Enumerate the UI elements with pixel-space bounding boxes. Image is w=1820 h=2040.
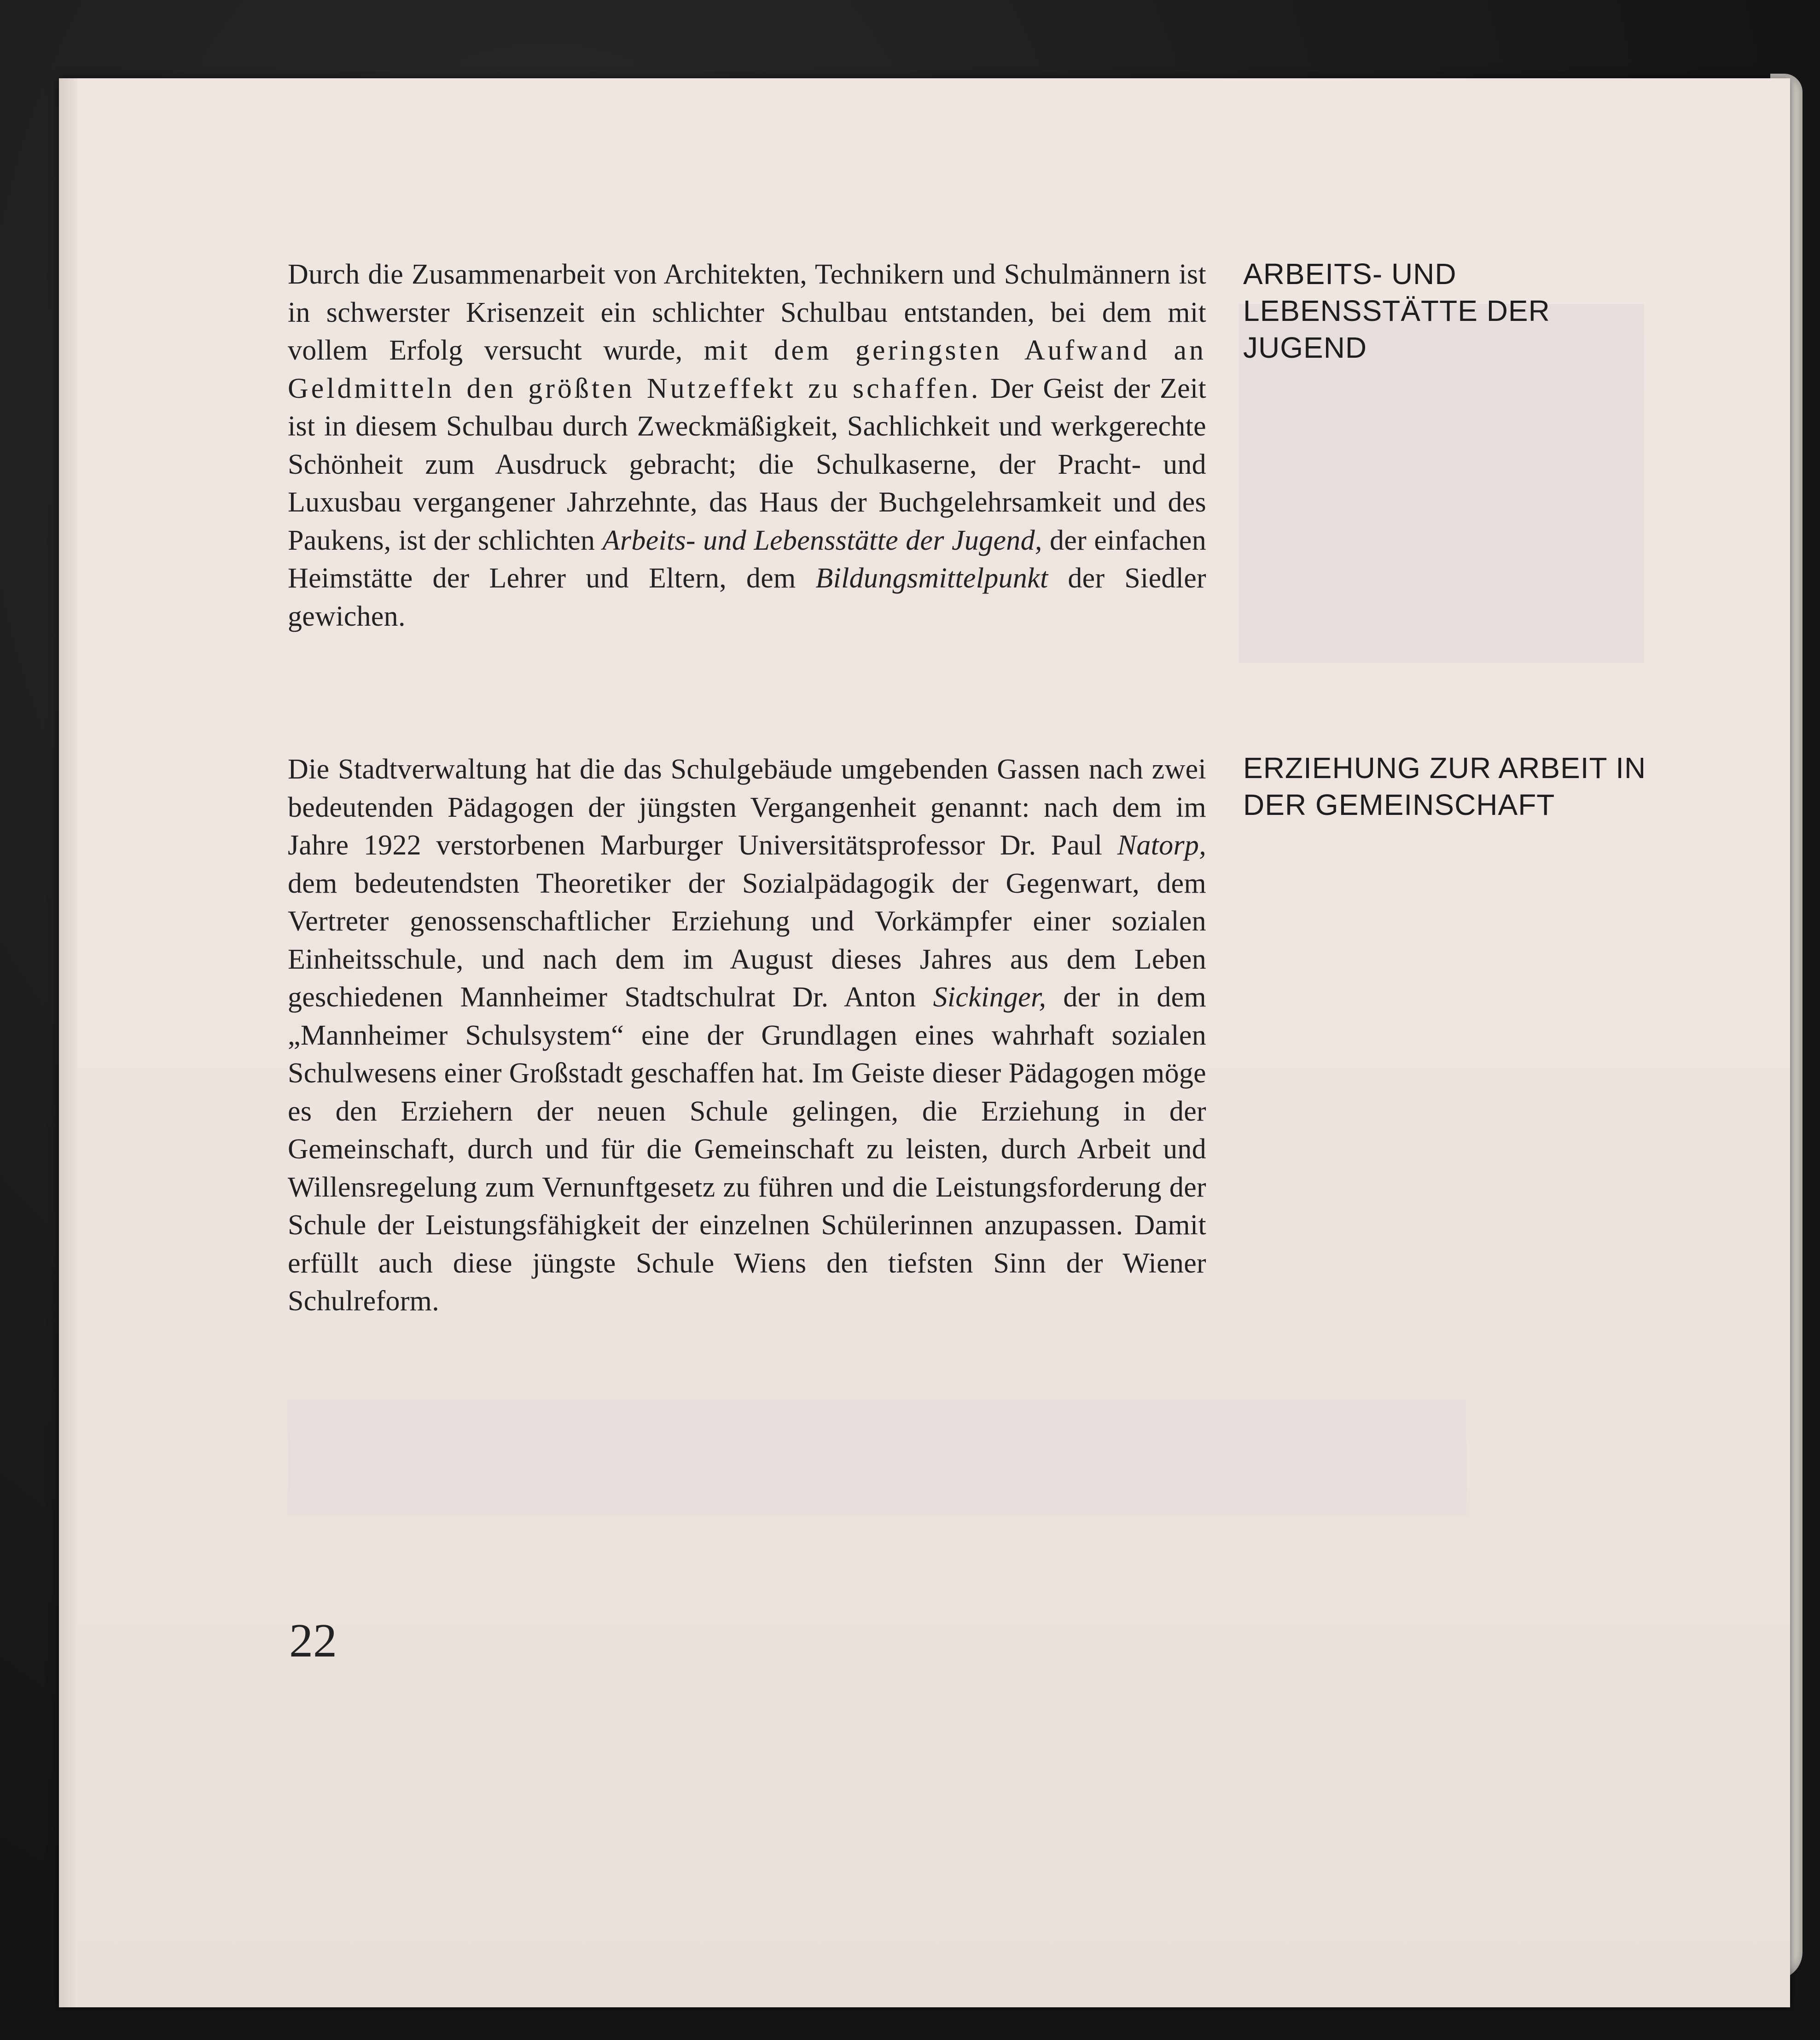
paragraph-1-segment: Der Geist der Zeit ist in diesem Schulbau durch Zweckmäßigkeit, Sachlichkeit und werkgerechte Schönheit zum Ausdruck gebracht; die Schulkaserne, der Pracht- und Luxusbau vergangener Jahrzehnte, das Haus der Buchgelehrsamkeit und des Paukens, ist der schlichten — [288, 372, 1206, 556]
paragraph-2-segment: Die Stadtverwaltung hat die das Schulgebäude umgebenden Gassen nach zwei bedeutenden Pädagogen der jüngsten Vergangenheit genannt: nach dem im Jahre 1922 verstorbenen Marburger Universitätsprofessor Dr. Paul — [288, 754, 1206, 861]
paragraph-1-italic-segment: Arbeits- und Lebensstätte der Jugend, — [602, 524, 1042, 556]
paragraph-2-text — [288, 750, 1206, 1320]
page-gutter — [59, 78, 77, 2007]
paragraph-1-segment: der einfachen Heimstätte der Lehrer und Eltern, dem — [288, 524, 1207, 594]
paragraph-1-segment: Durch die Zusammenarbeit von Architekten, Technikern und Schulmännern ist in schwerster Krisenzeit ein schlichter Schulbau entstanden, bei dem mit vollem Erfolg versucht wurde, — [288, 259, 1206, 366]
paragraph-2-segment: der in dem „Mannheimer Schulsystem“ eine der Grundlagen eines wahrhaft sozialen Schulwesens einer Großstadt geschaffen hat. Im Geiste dieser Pädagogen möge es den Erziehern der neuen Schule gelingen, die Erziehung in der Gemeinschaft, durch und für die Gemeinschaft zu leisten, durch Arbeit und Willensregelung zum Vernunftgesetz zu führen und die Leistungsforderung der Schule der Leistungsfähigkeit der einzelnen Schülerinnen anzupassen. Damit erfüllt auch diese jüngste Schule Wiens den tiefsten Sinn der Wiener Schulreform. — [288, 982, 1206, 1317]
paragraph-1-italic-segment: Bildungsmittelpunkt — [815, 563, 1048, 594]
paragraph-1-text — [288, 256, 1206, 635]
page-number: 22 — [289, 1614, 337, 1667]
paragraph-1 — [288, 256, 1206, 635]
sidenote-1: ARBEITS- UND LEBENSSTÄTTE DER JUGEND — [1243, 257, 1550, 364]
paragraph-2 — [288, 750, 1206, 1320]
paragraph-2-segment: dem bedeutendsten Theoretiker der Sozialpädagogik der Gegenwart, dem Vertreter genossenschaftlicher Erziehung und Vorkämpfer einer sozialen Einheitsschule, und nach dem im August dieses Jahres aus dem Leben geschiedenen Mannheimer Stadtschulrat Dr. Anton — [288, 867, 1206, 1013]
sidenote-2: ERZIEHUNG ZUR ARBEIT IN DER GEMEINSCHAFT — [1243, 751, 1646, 821]
paragraph-2-italic-segment: Natorp, — [1117, 830, 1206, 861]
paragraph-2-italic-segment: Sickinger, — [933, 982, 1047, 1013]
paragraph-1-segment: der Siedler gewichen. — [288, 563, 1206, 632]
show-through-image-bottom — [288, 1400, 1466, 1515]
paragraph-1-segment-spaced: mit dem geringsten Aufwand an Geldmitteln den größten Nutzeffekt zu schaffen. — [288, 335, 1206, 404]
